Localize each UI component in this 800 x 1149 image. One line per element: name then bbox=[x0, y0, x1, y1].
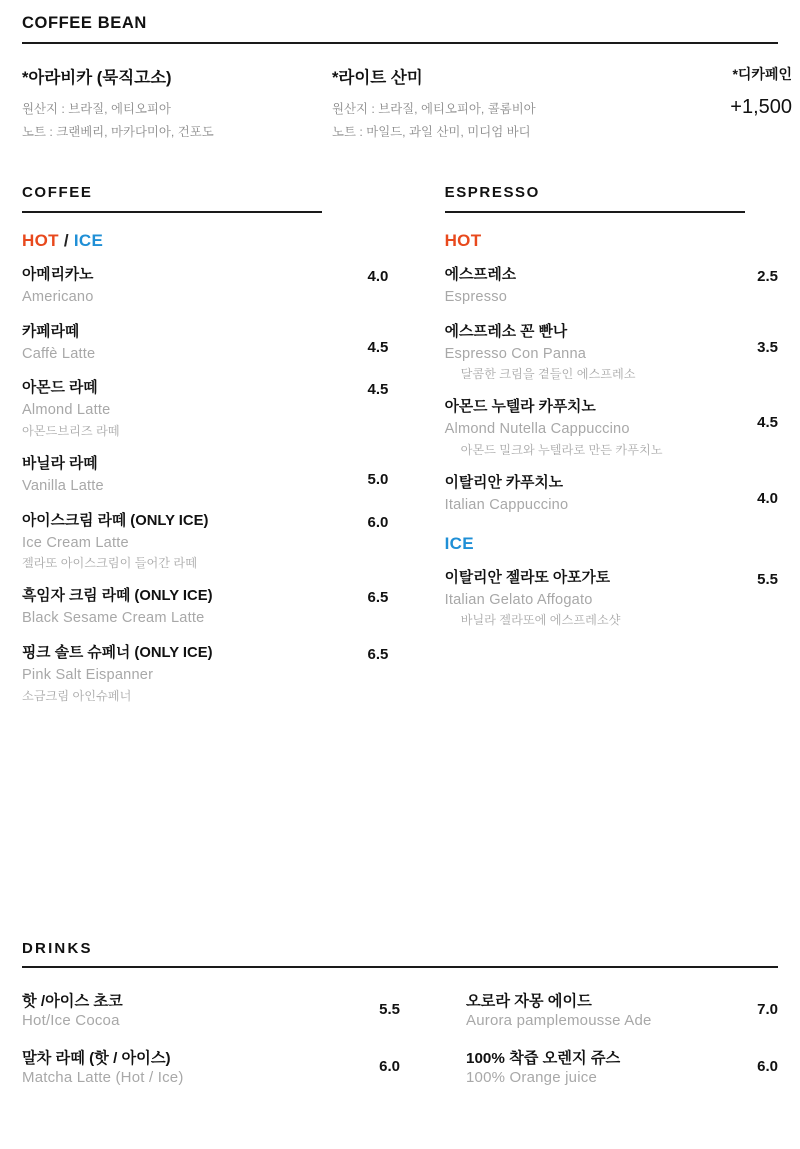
drinks-column-right bbox=[400, 972, 778, 1086]
menu-item bbox=[22, 644, 388, 705]
menu-item-price: 6.0 bbox=[379, 1058, 400, 1075]
menu-item-name-ko: 오로라 자몽 에이드 bbox=[466, 993, 592, 1010]
menu-item-price: 2.5 bbox=[757, 267, 779, 285]
menu-item-price: 6.5 bbox=[367, 646, 389, 664]
menu-item-name-ko: 핑크 솔트 슈페너 (ONLY ICE) bbox=[22, 645, 213, 662]
menu-item-price: 4.5 bbox=[757, 414, 779, 432]
menu-item-name-ko: 아이스크림 라떼 (ONLY ICE) bbox=[22, 512, 209, 529]
coffee-section-divider bbox=[22, 211, 322, 213]
decaf-label: *디카페인 bbox=[732, 66, 792, 82]
bean-name: *아라비카 (묵직고소) bbox=[22, 69, 172, 87]
coffee-bean-title: COFFEE BEAN bbox=[22, 14, 147, 32]
menu-item-price: 4.0 bbox=[367, 267, 389, 285]
decaf-option bbox=[672, 64, 792, 144]
coffee-bean-header bbox=[22, 0, 792, 144]
menu-item-name-en: Vanilla Latte bbox=[22, 477, 104, 494]
drinks-column-left bbox=[22, 972, 400, 1086]
menu-item-texts bbox=[445, 474, 732, 516]
bean-note: 노트 : 크랜베리, 마카다미아, 건포도 bbox=[22, 124, 214, 139]
menu-item bbox=[22, 323, 388, 365]
menu-item bbox=[22, 587, 388, 629]
menu-item-texts bbox=[466, 990, 732, 1029]
menu-item-name-en: Italian Gelato Affogato bbox=[444, 591, 593, 608]
menu-item-texts bbox=[445, 323, 732, 384]
menu-item-name-en: Espresso bbox=[444, 288, 508, 305]
menu-item-name-ko: 바닐라 라떼 bbox=[22, 456, 98, 473]
menu-item-texts bbox=[22, 644, 342, 705]
menu-item-description: 달콤한 크림을 곁들인 에스프레소 bbox=[460, 367, 636, 382]
menu-item-name-en: Hot/Ice Cocoa bbox=[22, 1012, 120, 1029]
menu-item-name-ko: 흑임자 크림 라떼 (ONLY ICE) bbox=[22, 588, 213, 605]
menu-item-name-ko: 이탈리안 카푸치노 bbox=[444, 475, 564, 492]
menu-item-texts bbox=[22, 1047, 354, 1086]
menu-item-price: 4.5 bbox=[367, 381, 389, 399]
menu-item-description: 바닐라 젤라또에 에스프레소샷 bbox=[460, 613, 621, 628]
menu-item-price: 5.0 bbox=[367, 471, 389, 489]
menu-item bbox=[445, 323, 778, 384]
menu-item bbox=[445, 569, 778, 630]
menu-item-name-en: Almond Nutella Cappuccino bbox=[444, 421, 630, 438]
menu-item bbox=[445, 266, 778, 308]
column-spacer bbox=[388, 184, 444, 705]
menu-item-price: 4.0 bbox=[757, 490, 779, 508]
menu-item-name-ko: 카페라떼 bbox=[22, 323, 80, 340]
espresso-section-divider bbox=[445, 211, 745, 213]
menu-item-description: 아몬드브리즈 라떼 bbox=[22, 423, 120, 438]
coffee-section bbox=[22, 184, 388, 705]
menu-item-texts bbox=[22, 990, 354, 1029]
menu-item-texts bbox=[22, 323, 342, 365]
coffee-type-separator: / bbox=[63, 230, 69, 250]
menu-item-name-ko: 아몬드 누텔라 카푸치노 bbox=[444, 399, 596, 416]
bean-origin: 원산지 : 브라질, 에티오피아 bbox=[22, 102, 171, 116]
bean-name: *라이트 산미 bbox=[332, 69, 423, 87]
espresso-section-title: ESPRESSO bbox=[444, 183, 540, 201]
menu-item bbox=[22, 266, 388, 308]
menu-item-price: 6.0 bbox=[367, 513, 389, 531]
bean-origin: 원산지 : 브라질, 에티오피아, 콜롬비아 bbox=[332, 102, 536, 116]
menu-item-name-en: Caffè Latte bbox=[22, 345, 96, 362]
menu-item bbox=[22, 512, 388, 573]
menu-item-name-ko: 에스프레소 꼰 빤나 bbox=[444, 323, 568, 340]
menu-item-description: 아몬드 밀크와 누텔라로 만든 카푸치노 bbox=[460, 443, 663, 458]
drinks-section-title: DRINKS bbox=[22, 940, 93, 957]
espresso-ice-label: ICE bbox=[444, 533, 474, 553]
menu-item-name-en: Italian Cappuccino bbox=[444, 497, 569, 514]
menu-item bbox=[22, 990, 400, 1029]
decaf-price: +1,500 bbox=[730, 96, 792, 118]
menu-item-texts bbox=[22, 455, 342, 497]
menu-item-price: 3.5 bbox=[757, 338, 779, 356]
drinks-section bbox=[22, 940, 778, 1086]
menu-item-price: 6.0 bbox=[757, 1058, 778, 1075]
menu-item-name-ko: 아몬드 라떼 bbox=[22, 380, 98, 397]
menu-item bbox=[22, 1047, 400, 1086]
menu-item-price: 6.5 bbox=[367, 589, 389, 607]
menu-item-name-en: Black Sesame Cream Latte bbox=[22, 610, 205, 627]
menu-item-name-en: Pink Salt Eispanner bbox=[22, 667, 154, 684]
menu-item-texts bbox=[445, 266, 732, 308]
menu-item-texts bbox=[466, 1047, 732, 1086]
menu-item-texts bbox=[22, 266, 342, 308]
menu-item bbox=[466, 990, 778, 1029]
menu-item-name-ko: 아메리카노 bbox=[22, 266, 94, 283]
menu-item-price: 5.5 bbox=[757, 570, 779, 588]
drinks-divider bbox=[22, 966, 778, 968]
coffee-ice-label: ICE bbox=[73, 230, 104, 250]
bean-note: 노트 : 마일드, 과일 산미, 미디엄 바디 bbox=[332, 124, 531, 139]
menu-item-name-en: Americano bbox=[22, 288, 94, 305]
menu-item bbox=[445, 474, 778, 516]
coffee-hot-label: HOT bbox=[22, 230, 59, 250]
menu-item-name-en: Ice Cream Latte bbox=[22, 534, 129, 551]
espresso-hot-label: HOT bbox=[444, 230, 482, 250]
menu-item-name-en: Almond Latte bbox=[22, 402, 111, 419]
menu-item-name-en: Espresso Con Panna bbox=[444, 345, 587, 362]
bean-blend-arabica bbox=[22, 64, 332, 144]
menu-item-texts bbox=[22, 512, 342, 573]
menu-item-price: 4.5 bbox=[367, 338, 389, 356]
menu-item-name-ko: 말차 라떼 (핫 / 아이스) bbox=[22, 1050, 171, 1067]
menu-item-price: 7.0 bbox=[757, 1001, 778, 1018]
menu-item-name-ko: 에스프레소 bbox=[444, 266, 517, 283]
menu-item-name-en: 100% Orange juice bbox=[466, 1069, 597, 1086]
espresso-section bbox=[445, 184, 778, 705]
coffee-section-title: COFFEE bbox=[22, 183, 93, 201]
coffee-type-heading bbox=[22, 231, 388, 251]
menu-item-price: 5.5 bbox=[379, 1001, 400, 1018]
menu-item bbox=[22, 455, 388, 497]
bean-blend-light bbox=[332, 64, 672, 144]
menu-item-name-en: Aurora pamplemousse Ade bbox=[466, 1012, 652, 1029]
menu-item-name-ko: 100% 착즙 오렌지 쥬스 bbox=[466, 1050, 621, 1067]
menu-item-texts bbox=[22, 379, 342, 440]
menu-item-description: 젤라또 아이스크림이 들어간 라떼 bbox=[22, 556, 197, 571]
menu-grid bbox=[22, 184, 778, 705]
menu-item bbox=[445, 398, 778, 459]
header-divider bbox=[22, 42, 778, 44]
menu-item-texts bbox=[445, 398, 732, 459]
menu-item-name-ko: 핫 /아이스 초코 bbox=[22, 993, 123, 1010]
menu-item-name-ko: 이탈리안 젤라또 아포가토 bbox=[444, 569, 611, 586]
coffee-bean-row bbox=[22, 64, 792, 144]
menu-item-texts bbox=[445, 569, 732, 630]
menu-item bbox=[22, 379, 388, 440]
menu-item-name-en: Matcha Latte (Hot / Ice) bbox=[22, 1069, 184, 1086]
menu-item bbox=[466, 1047, 778, 1086]
menu-item-texts bbox=[22, 587, 342, 629]
drinks-grid bbox=[22, 972, 778, 1086]
menu-item-description: 소금크림 아인슈페너 bbox=[22, 688, 132, 703]
